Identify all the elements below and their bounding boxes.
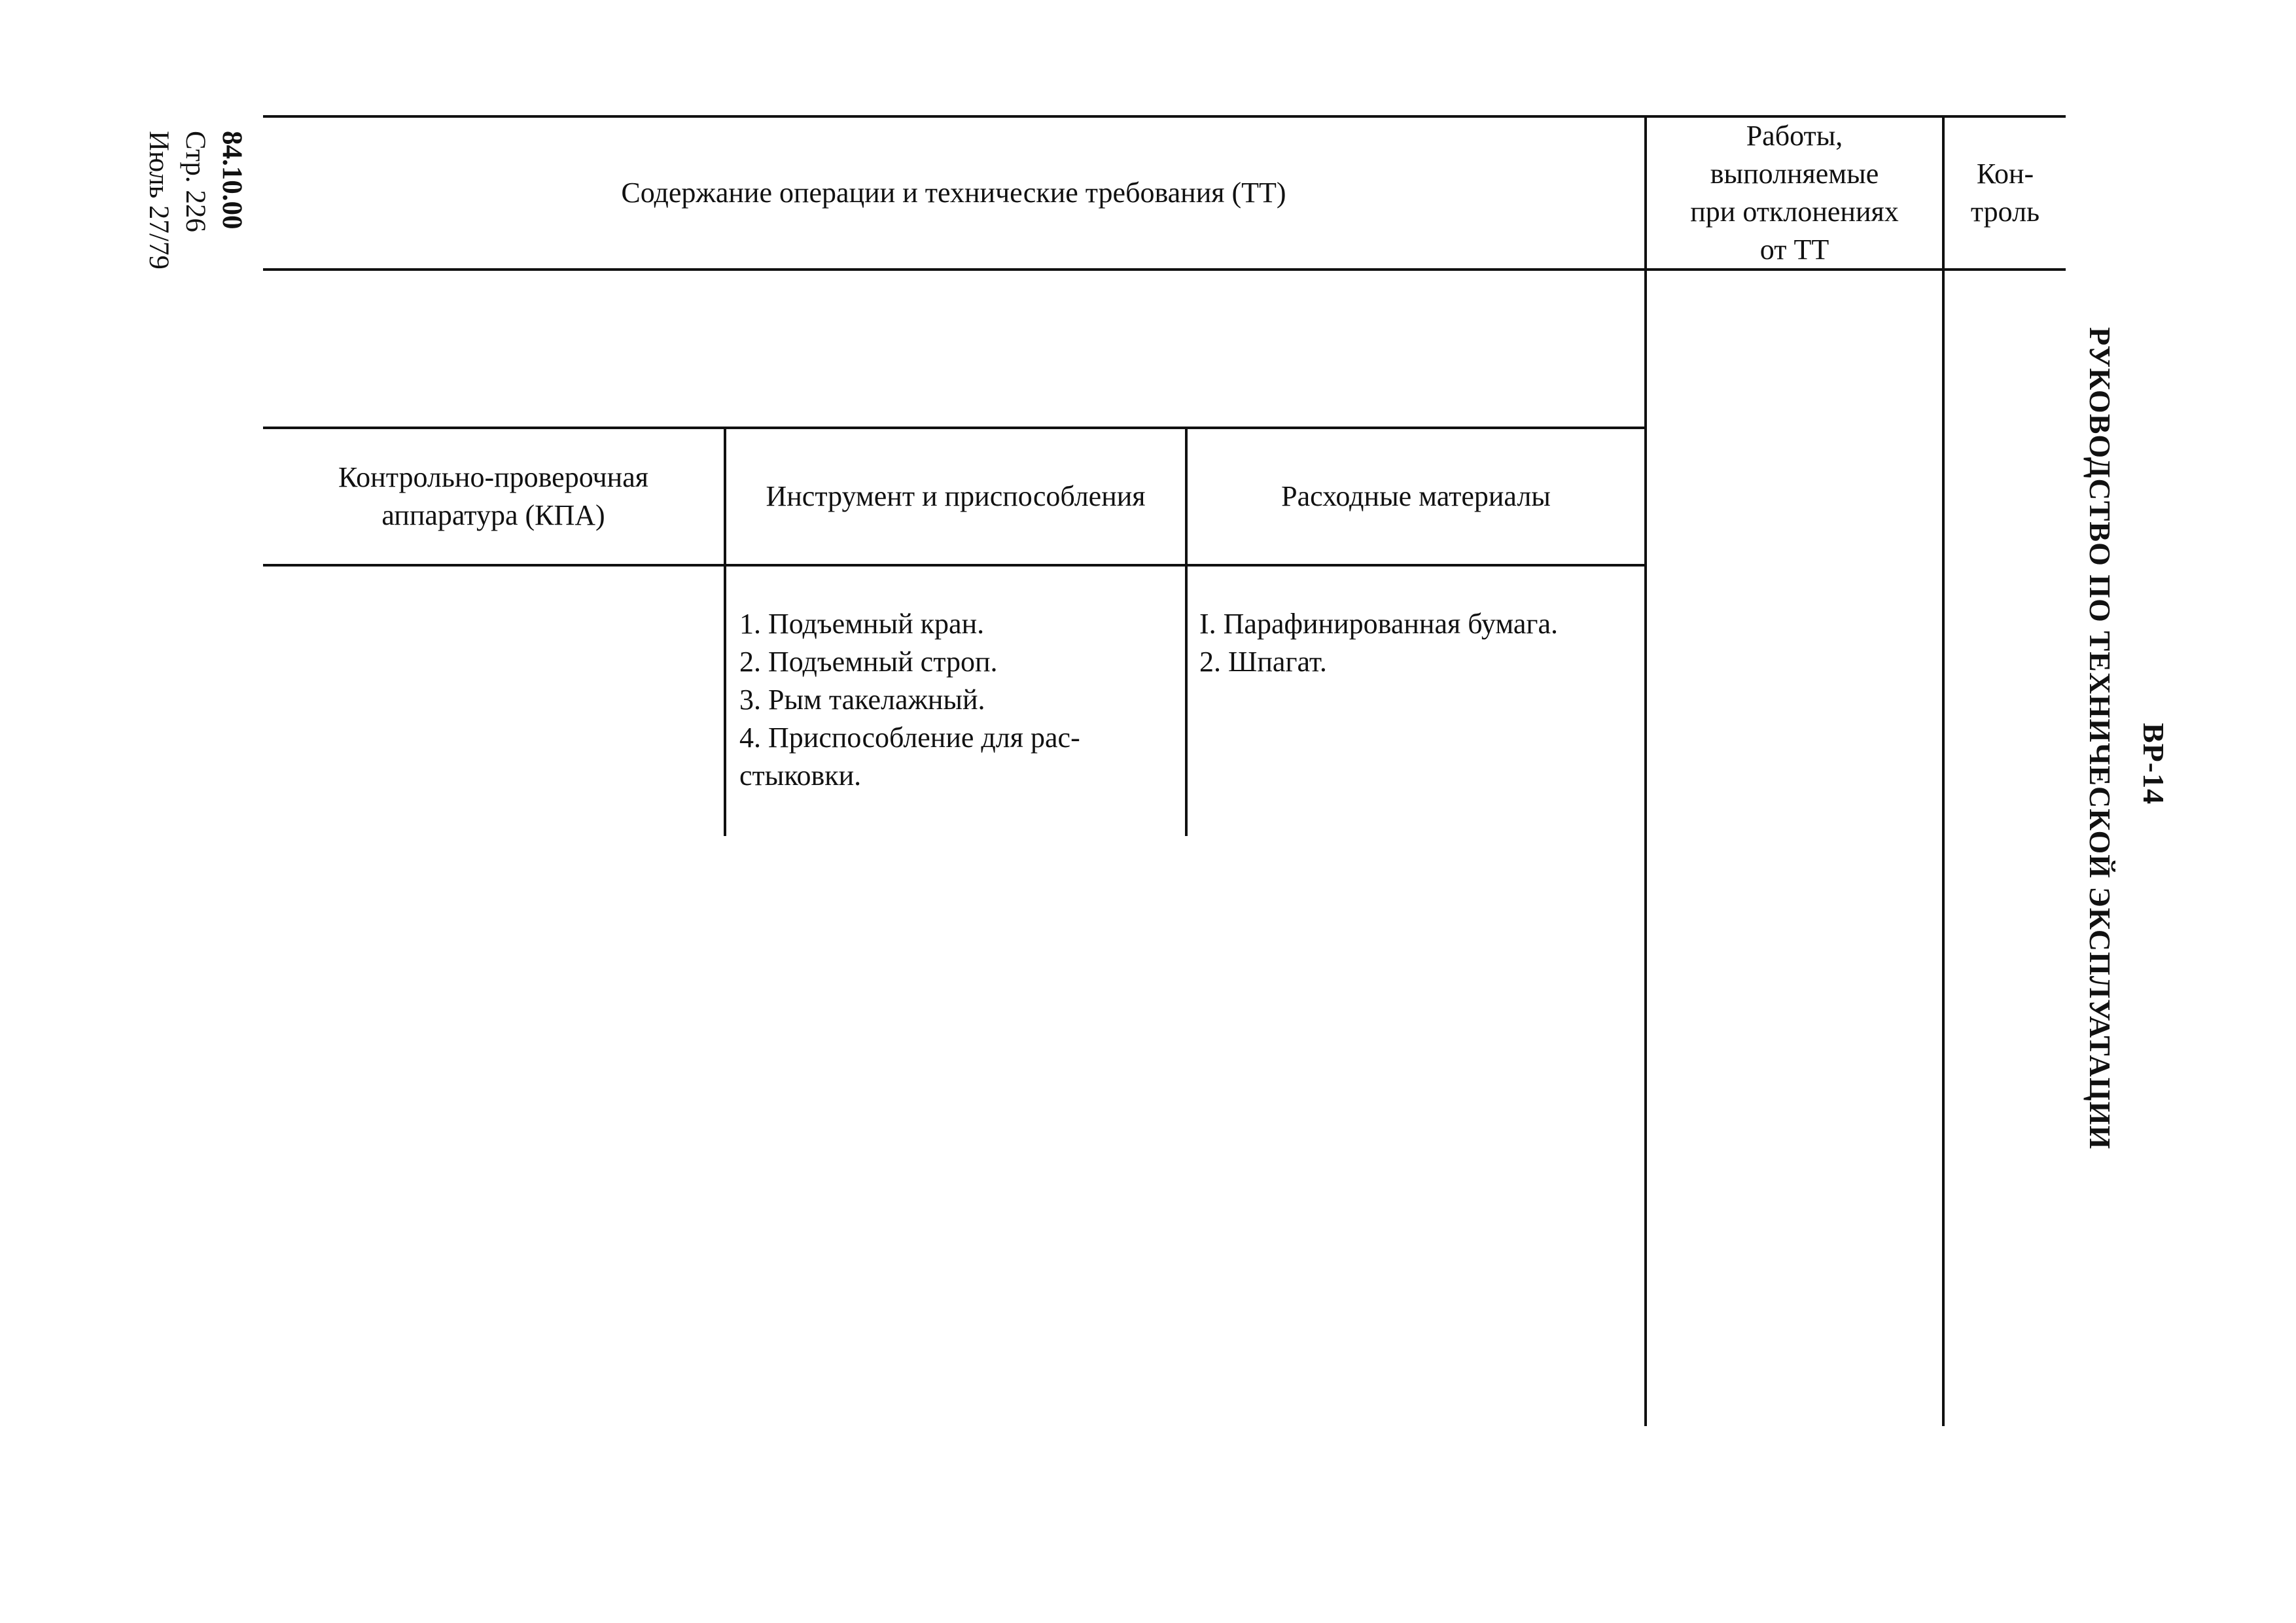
materials-header: Расходные материалы [1281, 480, 1551, 512]
list-item: I. Парафинированная бумага. [1199, 608, 1559, 640]
subheader-bottom-border [263, 564, 1647, 567]
list-item: 4. Приспособление для рас- [739, 722, 1080, 754]
materials-list [1199, 605, 1558, 681]
control-column-border [1942, 115, 1945, 1426]
control-header: Кон- троль [1970, 158, 2040, 228]
kpa-header: Контрольно-проверочная аппаратура (КПА) [338, 461, 648, 531]
list-item: 3. Рым такелажный. [739, 684, 985, 716]
list-item: 1. Подъемный кран. [739, 608, 985, 640]
document-title: РУКОВОДСТВО ПО ТЕХНИЧЕСКОЙ ЭКСПЛУАТАЦИИ [2083, 327, 2117, 1150]
list-item: стыковки. [739, 759, 862, 792]
document-code: ВР-14 [2137, 723, 2170, 805]
tools-header: Инструмент и приспособления [766, 480, 1146, 512]
revision-date: Июль 27/79 [143, 131, 174, 270]
list-item: 2. Подъемный строп. [739, 646, 998, 678]
list-item: 2. Шпагат. [1199, 646, 1327, 678]
tools-list [739, 605, 1080, 795]
page-meta [140, 131, 250, 270]
deviation-column-border [1644, 115, 1647, 1426]
page-number: Стр. 226 [180, 131, 211, 232]
content-title-header: Содержание операции и технические требования (ТТ) [621, 177, 1286, 209]
chapter-number: 84.10.00 [217, 131, 247, 230]
deviation-work-header: Работы, выполняемые при отклонениях от ТТ [1690, 120, 1899, 266]
